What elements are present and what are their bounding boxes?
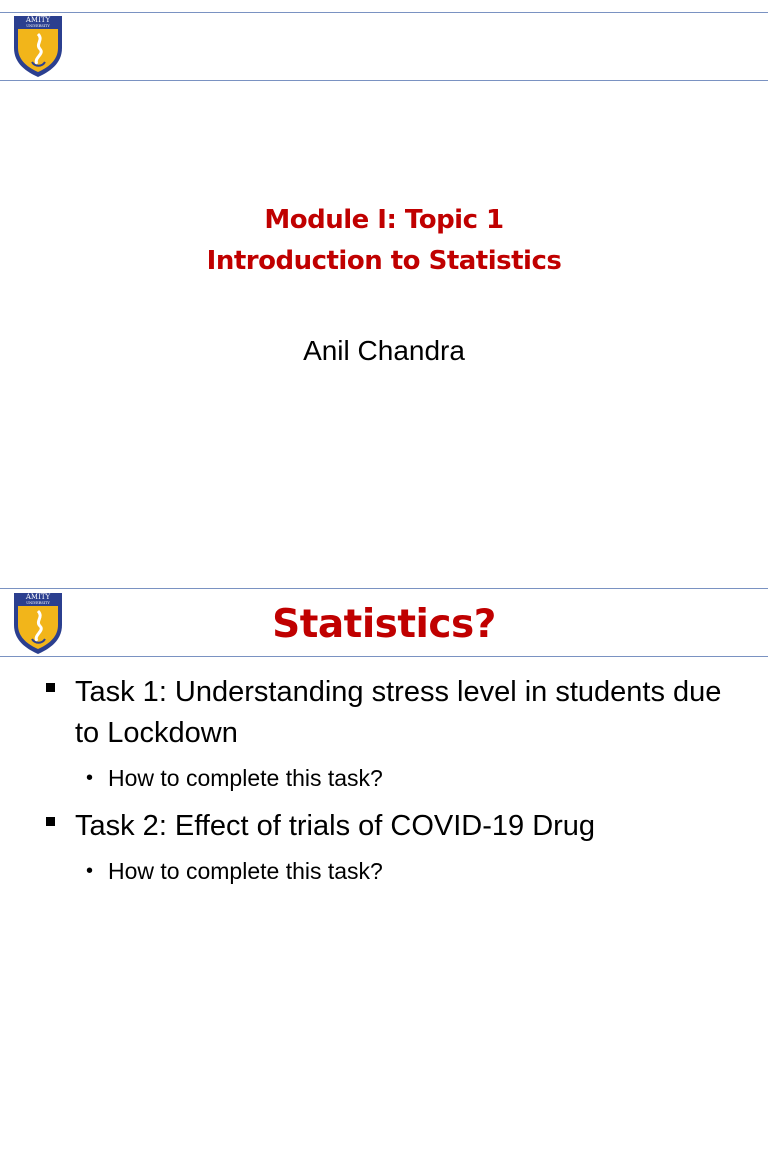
bullet-item — [46, 806, 736, 847]
top-rule — [0, 588, 768, 589]
slide-title-line2: Introduction to Statistics — [206, 246, 562, 276]
header-rule — [0, 656, 768, 657]
square-bullet-icon — [46, 683, 55, 692]
square-bullet-icon — [46, 817, 55, 826]
slide-title-line1: Module I: Topic 1 — [264, 205, 504, 235]
bullet-text: Task 1: Understanding stress level in students due to Lockdown — [75, 676, 722, 749]
logo-text-line2: UNIVERSITY — [26, 601, 50, 605]
logo-text-line1: AMITY — [25, 16, 51, 24]
amity-logo-icon — [11, 14, 65, 78]
slide-title: Statistics? — [272, 602, 496, 647]
content-slide — [0, 576, 768, 1152]
logo-text-line1: AMITY — [25, 593, 51, 601]
round-bullet-icon: • — [86, 860, 94, 882]
sub-bullet-text: How to complete this task? — [108, 858, 383, 884]
bullet-text: Task 2: Effect of trials of COVID-19 Drug — [75, 810, 596, 842]
header-rule — [0, 80, 768, 81]
sub-bullet-text: How to complete this task? — [108, 765, 383, 791]
sub-bullet-item — [86, 855, 726, 887]
bullet-item — [46, 672, 736, 754]
top-rule — [0, 12, 768, 13]
author-name: Anil Chandra — [303, 335, 465, 366]
logo-text-line2: UNIVERSITY — [26, 24, 50, 28]
sub-bullet-item — [86, 762, 726, 794]
round-bullet-icon: • — [86, 767, 94, 789]
